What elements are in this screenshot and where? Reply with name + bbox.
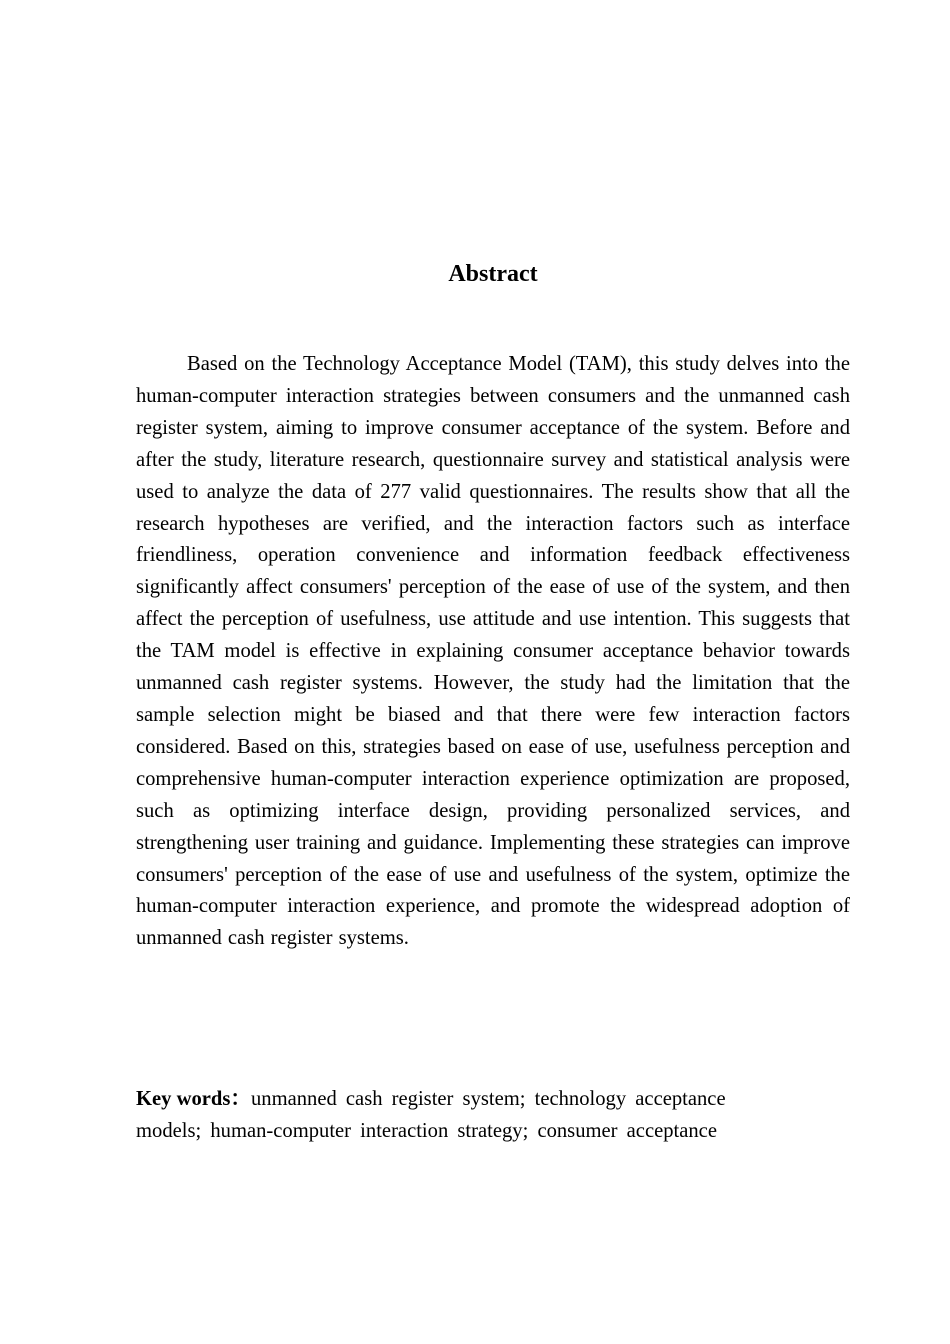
keywords-text: unmanned cash register system; technology acceptance models; human-computer interaction strategy; consumer acceptance bbox=[136, 1088, 726, 1142]
keywords-paragraph bbox=[136, 1083, 796, 1147]
abstract-body: Based on the Technology Acceptance Model (TAM), this study delves into the human-computer interaction strategies between consumers and the unmanned cash register system, aiming to improve consumer acceptance of the system. Before and after the study, literature research, questionnaire survey and statistical analysis were used to analyze the data of 277 valid questionnaires. The results show that all the research hypotheses are verified, and the interaction factors such as interface friendliness, operation convenience and information feedback effectiveness significantly affect consumers' perception of the ease of use of the system, and then affect the perception of usefulness, use attitude and use intention. This suggests that the TAM model is effective in explaining consumer acceptance behavior towards unmanned cash register systems. However, the study had the limitation that the sample selection might be biased and that there were few interaction factors considered. Based on this, strategies based on ease of use, usefulness perception and comprehensive human-computer interaction experience optimization are proposed, such as optimizing interface design, providing personalized services, and strengthening user training and guidance. Implementing these strategies can improve consumers' perception of the ease of use and usefulness of the system, optimize the human-computer interaction experience, and promote the widespread adoption of unmanned cash register systems. bbox=[136, 353, 850, 950]
keywords-label: Key words： bbox=[136, 1088, 251, 1110]
abstract-title: Abstract bbox=[448, 261, 538, 287]
